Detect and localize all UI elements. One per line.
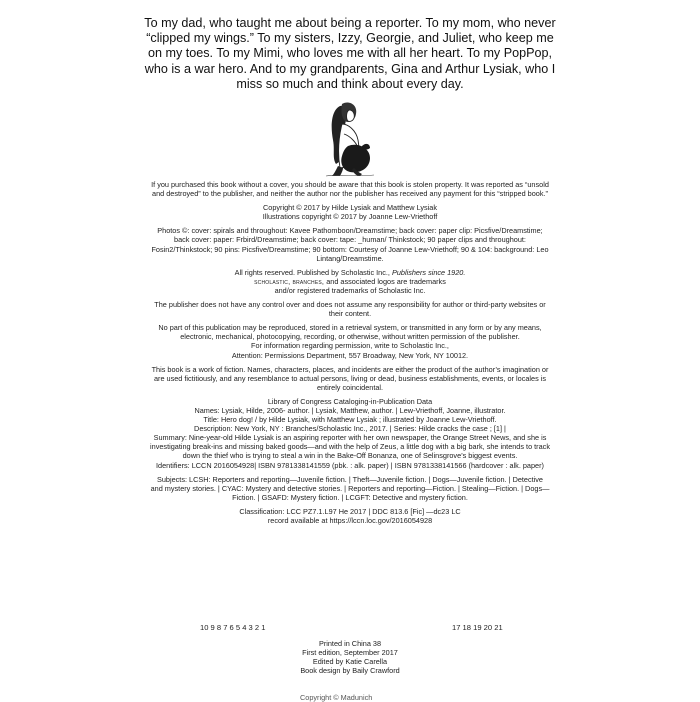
girl-hugging-dog-illustration	[318, 100, 378, 178]
cip-summary: Summary: Nine-year-old Hilde Lysiak is an aspiring reporter with her own newspaper, the Orange Street News, and she is investigating break-ins and missing baked goods—and with the help of Zeus, a little dog with a big bark, she intends to track down the thief who is trying to steal a win in the Bake-Off Bonanza, one of Selinsgrove’s biggest events.	[150, 433, 550, 461]
photo-credits: Photos ©: cover: spirals and throughout: Kavee Pathomboon/Dreamstime; back cover: paper clip: Picsfive/Dreamstime; back cover: paper: Frbird/Dreamstime; back cover: tape: _human/ Thinkstock; 90 paper clips and throughout: Fosin2/Thinkstock; 90 pins: Picsfive/Dreamstime; 90 bottom: Courtesy of Joanne Lew-Vriethoff; 90 & 104: background: Leo Lintang/Dreamstime.	[151, 226, 549, 263]
permission-line-1: For information regarding permission, write to Scholastic Inc.,	[251, 341, 449, 351]
print-line-left: 10 9 8 7 6 5 4 3 2 1	[200, 623, 266, 632]
rights-line-2-text: and associated logos are trademarks	[324, 276, 446, 286]
permission-line-2: Attention: Permissions Department, 557 Broadway, New York, NY 10012.	[231, 350, 469, 360]
printed-in: Printed in China 38	[318, 639, 382, 648]
stripped-book-notice: If you purchased this book without a cover, you should be aware that this book is stolen property. It was reported as “unsold and destroyed” to the publisher, and neither the author nor the publisher has received any payment for this “stripped book.”	[151, 180, 549, 199]
legal-block	[150, 180, 550, 530]
edition: First edition, September 2017	[302, 648, 398, 658]
book-design: Book design by Baily Crawford	[300, 666, 400, 676]
rights-line-2	[150, 277, 550, 286]
rights-line-1	[150, 268, 550, 277]
cut-off-line: Copyright © Madunich	[300, 693, 373, 702]
rights-notice	[150, 268, 550, 295]
cip-description: Description: New York, NY : Branches/Scholastic Inc., 2017. | Series: Hilde cracks the case ; [1] |	[194, 424, 506, 434]
copyright-notice	[150, 203, 550, 221]
cip-classification: Classification: LCC PZ7.1.L97 He 2017 | DDC 813.6 [Fic] —dc23 LC	[239, 506, 461, 516]
publishers-since: Publishers since 1920.	[391, 267, 466, 277]
cip-record: record available at https://lccn.loc.gov/2016054928	[267, 516, 433, 525]
rights-line-1-text: All rights reserved. Published by Scholastic Inc.,	[234, 267, 392, 277]
dedication: To my dad, who taught me about being a reporter. To my mom, who never “clipped my wings.” To my sisters, Izzy, Georgie, and Juliet, who keep me on my toes. To my Mimi, who loves me with all her heart. To my PopPop, who is a war hero. And to my grandparents, Gina and Arthur Lysiak, who I miss so much and think about every day.	[144, 16, 556, 91]
reproduction-text: No part of this publication may be reproduced, stored in a retrieval system, or transmitted in any form or by any means, electronic, mechanical, photocopying, recording, or otherwise, without written permission of the publisher.	[158, 323, 542, 342]
fiction-disclaimer: This book is a work of fiction. Names, characters, places, and incidents are either the product of the author’s imagination or are used fictitiously, and any resemblance to actual persons, living or dead, business establishments, events, or locales is entirely coincidental.	[151, 364, 549, 392]
reproduction-notice	[150, 323, 550, 359]
colophon	[150, 639, 550, 675]
third-party-disclaimer: The publisher does not have any control over and does not assume any responsibility for author or third-party websites or their content.	[154, 300, 546, 319]
editor: Edited by Katie Carella	[312, 657, 388, 667]
trademark-names: scholastic, branches,	[254, 276, 325, 286]
cip-subjects: Subjects: LCSH: Reporters and reporting—Juvenile fiction. | Theft—Juvenile fiction. | Dogs—Juvenile fiction. | Detective and mystery stories. | CYAC: Mystery and detective stories. | Reporters and reporting—Fiction. | Stealing—Fiction. | Dogs—Fiction. | GSAFD: Mystery fiction. | LCGFT: Detective and mystery fiction.	[150, 474, 550, 502]
cip-title: Title: Hero dog! / by Hilde Lysiak, with Matthew Lysiak ; illustrated by Joanne Lew-Vriethoff.	[203, 415, 497, 425]
print-line-right: 17 18 19 20 21	[452, 623, 503, 632]
copyright-line: Copyright © 2017 by Hilde Lysiak and Matthew Lysiak	[263, 203, 437, 213]
cip-data	[150, 397, 550, 525]
cip-names: Names: Lysiak, Hilde, 2006- author. | Lysiak, Matthew, author. | Lew-Vriethoff, Joanne, illustrator.	[194, 405, 506, 415]
cip-identifiers: Identifiers: LCCN 2016054928| ISBN 9781338141559 (pbk. : alk. paper) | ISBN 9781338141566 (hardcover : alk. paper)	[156, 460, 544, 470]
illustrations-copyright-line: Illustrations copyright © 2017 by Joanne Lew-Vriethoff	[262, 212, 438, 222]
cip-heading: Library of Congress Cataloging-in-Publication Data	[267, 396, 433, 406]
rights-line-3: and/or registered trademarks of Scholastic Inc.	[274, 285, 426, 295]
